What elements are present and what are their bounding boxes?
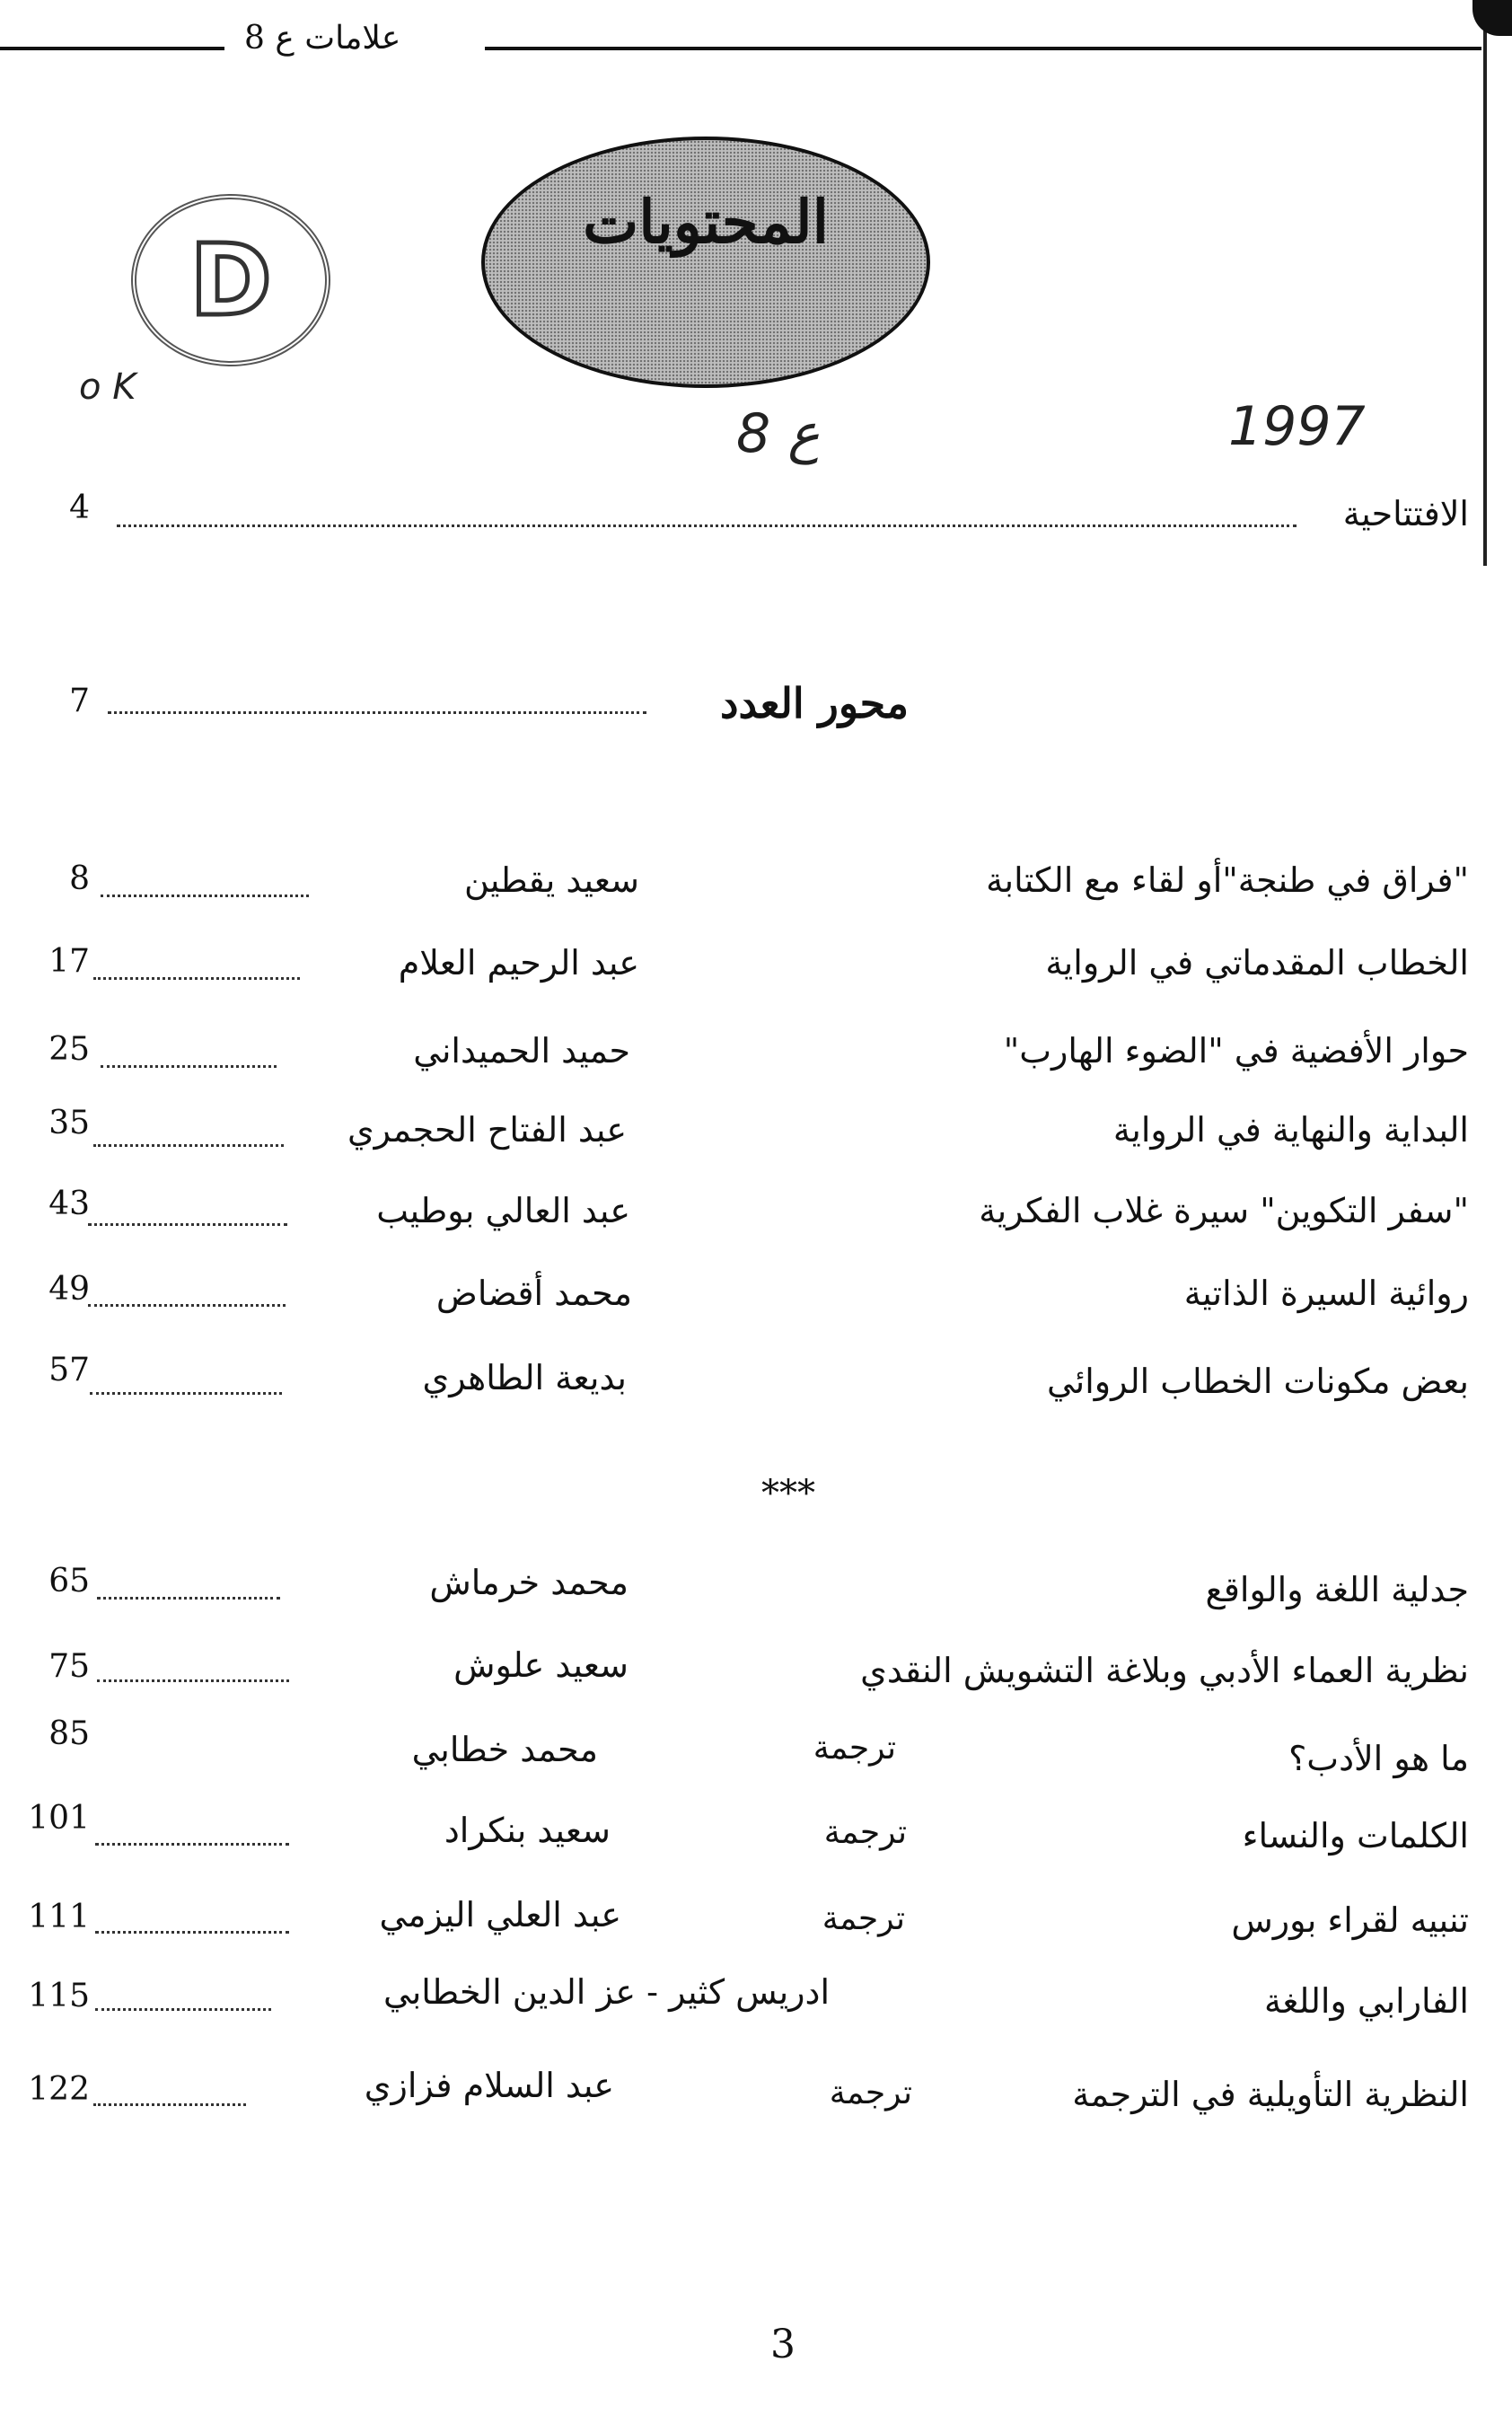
entry-translation-label: ترجمة (829, 2075, 912, 2111)
entry-title: الخطاب المقدماتي في الرواية (1045, 943, 1469, 983)
entry-page: 115 (28, 1978, 90, 2014)
entry-leader (88, 1223, 287, 1226)
entry-page: 8 (69, 860, 90, 897)
entry-page: 111 (28, 1899, 90, 1935)
entry-author: محمد خرماش (429, 1563, 629, 1602)
entry-title: ما هو الأدب؟ (1288, 1739, 1469, 1778)
entry-author: عبد السلام فزازي (364, 2066, 614, 2105)
entry-author: سعيد بنكراد (444, 1811, 611, 1850)
entry-author: عبد الرحيم العلام (398, 943, 639, 983)
scan-corner (1472, 0, 1512, 36)
entry-title: جدلية اللغة والواقع (1205, 1570, 1469, 1609)
entry-title: الكلمات والنساء (1242, 1816, 1469, 1855)
entry-leader (97, 1679, 289, 1682)
entry-translation-label: ترجمة (822, 1900, 905, 1937)
running-header: علامات ع 8 (244, 20, 401, 57)
section-page: 7 (69, 683, 90, 719)
entry-title: النظرية التأويلية في الترجمة (1072, 2075, 1469, 2114)
header-rule-right (485, 47, 1481, 50)
entry-page: 17 (48, 943, 90, 980)
section-leader (108, 711, 646, 714)
entry-leader (97, 1597, 280, 1600)
entry-author: محمد خطابي (411, 1730, 598, 1769)
intro-title: الافتتاحية (1342, 494, 1469, 533)
handwritten-issue: ع 8 (736, 402, 821, 465)
entry-author: حميد الحميداني (413, 1031, 630, 1071)
header-rule-left (0, 47, 224, 50)
entry-leader (88, 1304, 286, 1307)
entry-title: تنبيه لقراء بورس (1231, 1900, 1469, 1940)
entry-page: 49 (48, 1271, 90, 1308)
entry-leader (90, 1392, 282, 1395)
entry-author: بديعة الطاهري (422, 1358, 627, 1397)
entry-title: روائية السيرة الذاتية (1183, 1274, 1469, 1313)
entry-title: "سفر التكوين" سيرة غلاب الفكرية (979, 1191, 1469, 1230)
entry-page: 43 (48, 1185, 90, 1222)
entry-page: 122 (28, 2071, 90, 2108)
entry-title: نظرية العماء الأدبي وبلاغة التشويش النقدي (860, 1651, 1469, 1690)
entry-leader (93, 1144, 284, 1147)
handwritten-ok: o K (79, 366, 136, 408)
library-stamp (131, 194, 330, 366)
entry-page: 85 (48, 1715, 90, 1752)
entry-title: الفارابي واللغة (1264, 1981, 1469, 2021)
entry-title: حوار الأفضية في "الضوء الهارب" (1003, 1031, 1469, 1071)
entry-title: البداية والنهاية في الرواية (1112, 1110, 1469, 1150)
section-separator: *** (761, 1473, 815, 1514)
page-edge (1483, 0, 1487, 566)
entry-page: 65 (48, 1563, 90, 1600)
entry-author: ادريس كثير - عز الدين الخطابي (383, 1972, 830, 2012)
entry-leader (93, 2103, 246, 2106)
intro-leader (117, 524, 1297, 527)
entry-title: بعض مكونات الخطاب الروائي (1046, 1362, 1469, 1401)
entry-page: 25 (48, 1031, 90, 1068)
entry-leader (95, 1931, 289, 1934)
entry-leader (95, 1843, 289, 1846)
entry-page: 35 (48, 1105, 90, 1141)
entry-author: عبد الفتاح الحجمري (347, 1110, 627, 1150)
entry-translation-label: ترجمة (813, 1730, 896, 1767)
entry-author: عبد العلي اليزمي (379, 1895, 621, 1935)
entry-page: 101 (28, 1800, 90, 1837)
section-title: محور العدد (720, 679, 909, 727)
handwritten-year: 1997 (1228, 395, 1366, 458)
contents-title: المحتويات (583, 187, 829, 257)
intro-page: 4 (69, 489, 90, 526)
entry-author: سعيد يقطين (463, 860, 639, 900)
contents-title-oval (481, 137, 930, 388)
stamp-letter: D (189, 223, 272, 338)
entry-author: محمد أقضاض (435, 1274, 632, 1313)
entry-leader (101, 1065, 277, 1068)
entry-author: سعيد علوش (453, 1645, 629, 1685)
entry-title: "فراق في طنجة"أو لقاء مع الكتابة (986, 860, 1469, 900)
page-number: 3 (770, 2322, 796, 2367)
entry-author: عبد العالي بوطيب (376, 1191, 630, 1230)
entry-leader (93, 977, 300, 980)
entry-leader (101, 895, 309, 897)
entry-page: 57 (48, 1352, 90, 1388)
entry-page: 75 (48, 1648, 90, 1685)
entry-leader (95, 2008, 271, 2011)
entry-translation-label: ترجمة (823, 1814, 907, 1851)
